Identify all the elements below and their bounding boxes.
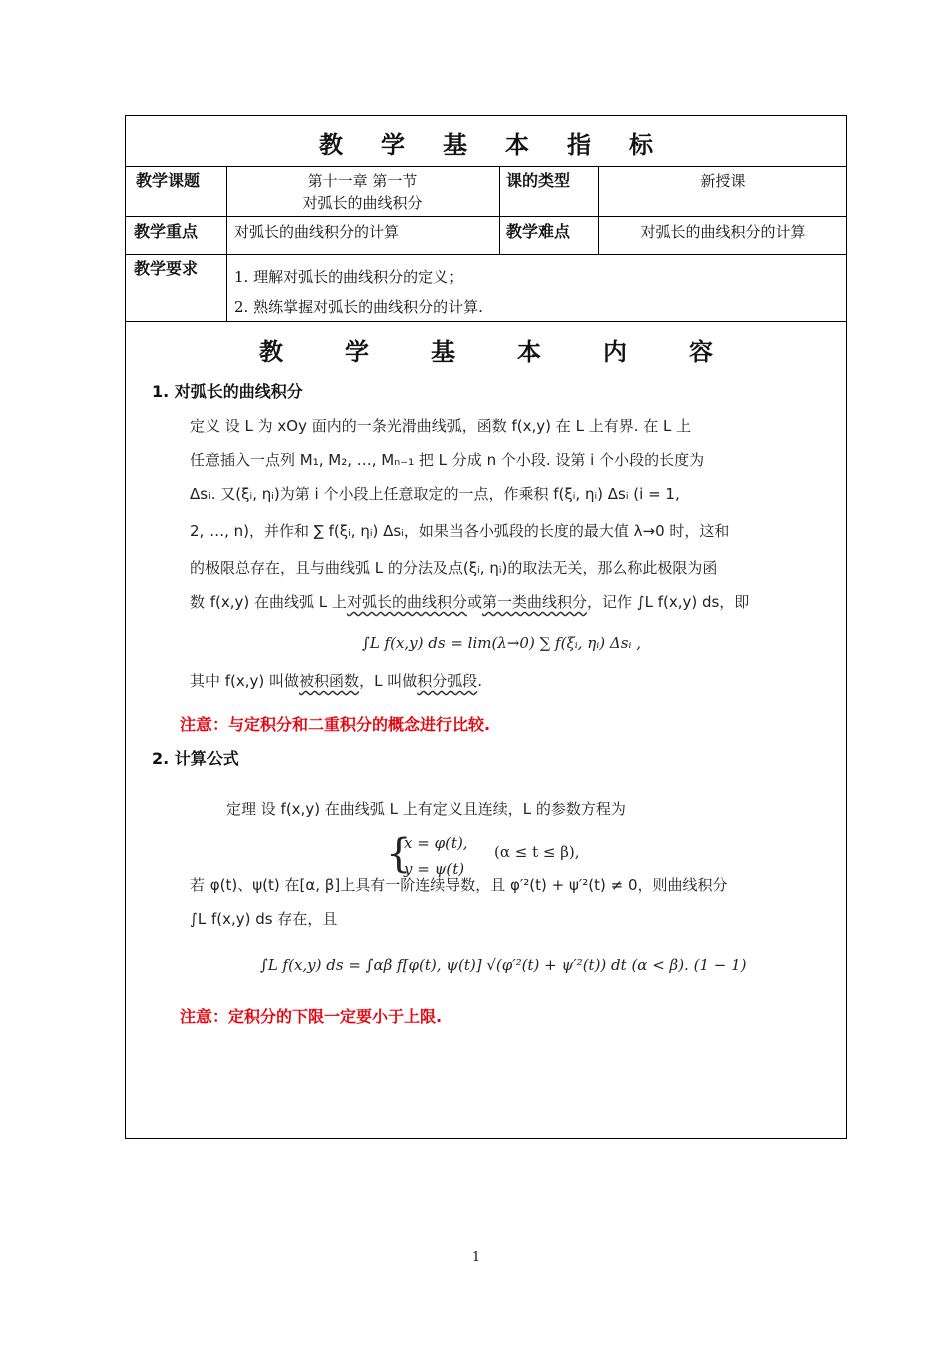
param-x: x = φ(t),	[404, 834, 468, 852]
brace: {	[386, 831, 412, 877]
theorem-line: ∫L f(x,y) ds 存在，且	[190, 910, 338, 928]
definition-block	[190, 409, 790, 619]
definition-text: 或	[466, 593, 482, 611]
type-value: 新授课	[700, 172, 746, 190]
definition-formula: ∫L f(x,y) ds = lim(λ→0) ∑ f(ξᵢ, ηᵢ) Δsᵢ ,	[362, 634, 641, 652]
topic-line-2: 对弧长的曲线积分	[302, 194, 423, 212]
param-range: (α ≤ t ≤ β),	[494, 843, 580, 861]
definition-line: 定义 设 L 为 xOy 面内的一条光滑曲线弧，函数 f(x,y) 在 L 上有界. 在 L 上	[190, 417, 692, 435]
row-divider	[126, 166, 846, 167]
topic-line-1: 第十一章 第一节	[307, 172, 418, 190]
term-first-kind-integral: 第一类曲线积分	[481, 593, 587, 611]
theorem-block	[190, 868, 790, 936]
theorem-line: 若 φ(t)、ψ(t) 在[α, β]上具有一阶连续导数，且 φ′²(t) + ψ′²(t) ≠ 0，则曲线积分	[190, 876, 728, 894]
content-title: 教学基本内容	[259, 338, 775, 366]
key-point-label: 教学重点	[134, 222, 199, 241]
requirements-label: 教学要求	[134, 259, 199, 278]
topic-value	[226, 170, 499, 214]
note-limits: 注意：定积分的下限一定要小于上限.	[180, 1007, 443, 1026]
difficulty-value: 对弧长的曲线积分的计算	[640, 223, 806, 241]
requirements-list	[234, 262, 483, 322]
lesson-plan-table	[125, 115, 847, 1139]
row-divider	[126, 216, 846, 217]
definition-line: 的极限总存在，且与曲线弧 L 的分法及点(ξᵢ, ηᵢ)的取法无关，那么称此极限为函	[190, 559, 718, 577]
topic-label: 教学课题	[136, 171, 201, 190]
definition-line	[190, 585, 790, 619]
definition-line: 2, …, n)，并作和 ∑ f(ξᵢ, ηᵢ) Δsᵢ，如果当各小弧段的长度的最大值 λ→0 时，这和	[190, 522, 730, 540]
header-title: 教学基本指标	[319, 131, 691, 159]
definition-text: 数 f(x,y) 在曲线弧 L 上	[190, 593, 347, 611]
requirement-item: 2. 熟练掌握对弧长的曲线积分的计算.	[234, 298, 483, 316]
row-divider	[126, 254, 846, 255]
note-compare: 注意：与定积分和二重积分的概念进行比较.	[180, 715, 491, 734]
difficulty-label: 教学难点	[506, 222, 571, 241]
theorem-line: 定理 设 f(x,y) 在曲线弧 L 上有定义且连续，L 的参数方程为	[226, 800, 626, 818]
definition-line: Δsᵢ. 又(ξᵢ, ηᵢ)为第 i 个小段上任意取定的一点，作乘积 f(ξᵢ, ηᵢ) Δsᵢ (i = 1,	[190, 485, 680, 503]
definition-line: 任意插入一点列 M₁, M₂, …, Mₙ₋₁ 把 L 分成 n 个小段. 设第 i 个小段的长度为	[190, 451, 705, 469]
term-integration-arc: 积分弧段	[417, 672, 478, 690]
definition-text: .	[477, 672, 482, 690]
computation-formula: ∫L f(x,y) ds = ∫αβ f[φ(t), ψ(t)] √(φ′²(t) + ψ′²(t)) dt (α < β). (1 − 1)	[260, 956, 747, 974]
type-label: 课的类型	[506, 171, 571, 190]
term-integrand: 被积函数	[299, 672, 360, 690]
key-point-value: 对弧长的曲线积分的计算	[234, 223, 400, 241]
page-number: 1	[471, 1250, 481, 1265]
section1-heading: 1. 对弧长的曲线积分	[152, 382, 303, 401]
definition-text: ，记作 ∫L f(x,y) ds，即	[586, 593, 750, 611]
param-y: y = ψ(t)	[404, 860, 465, 878]
term-arc-length-integral: 对弧长的曲线积分	[346, 593, 467, 611]
section2-heading: 2. 计算公式	[152, 749, 239, 768]
definition-tail	[190, 664, 790, 698]
definition-text: ，L 叫做	[359, 672, 418, 690]
column-divider	[499, 166, 500, 254]
definition-text: 其中 f(x,y) 叫做	[190, 672, 300, 690]
requirement-item: 1. 理解对弧长的曲线积分的定义；	[234, 268, 464, 286]
